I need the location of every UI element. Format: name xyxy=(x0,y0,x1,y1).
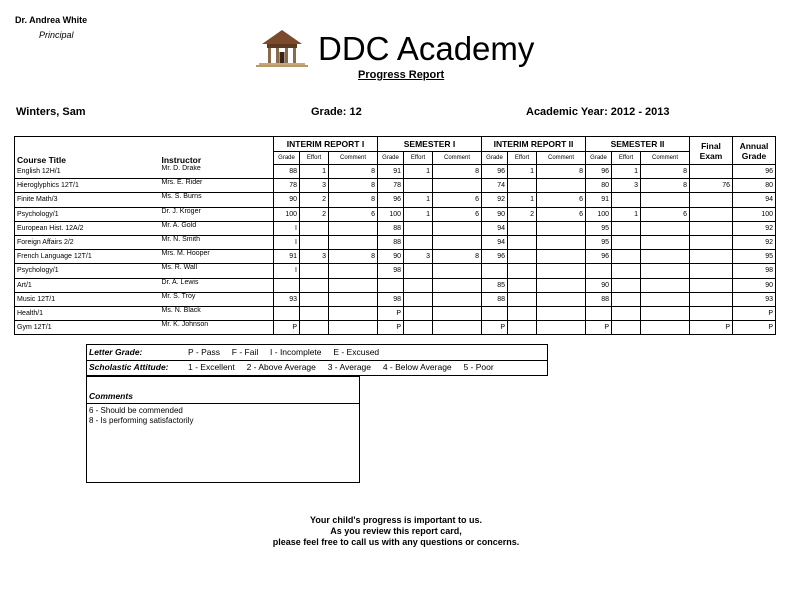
report-title: Progress Report xyxy=(358,69,445,81)
grade-cell: 8 xyxy=(329,165,378,179)
sub-header-grade: Grade xyxy=(274,152,300,165)
grade-cell: 85 xyxy=(482,278,508,292)
grade-cell: 90 xyxy=(733,278,776,292)
grade-cell xyxy=(329,235,378,249)
grade-cell xyxy=(404,292,433,306)
principal-name: Dr. Andrea White xyxy=(15,15,88,25)
grade-cell: 88 xyxy=(586,292,612,306)
table-row xyxy=(15,321,776,335)
grade-cell xyxy=(508,235,537,249)
table-row xyxy=(15,250,776,264)
table-row xyxy=(15,193,776,207)
legend xyxy=(86,344,548,376)
grade-cell: 3 xyxy=(404,250,433,264)
sub-header-effort: Effort xyxy=(300,152,329,165)
grade-cell: I xyxy=(274,264,300,278)
grade-cell xyxy=(274,278,300,292)
grade-cell xyxy=(612,193,641,207)
grade-cell: 1 xyxy=(508,193,537,207)
grade-cell xyxy=(612,321,641,335)
grade-cell xyxy=(508,321,537,335)
course-title: French Language 12T/1 xyxy=(15,250,160,264)
grade-cell: 96 xyxy=(482,165,508,179)
grade-cell: 88 xyxy=(378,221,404,235)
course-title: Foreign Affairs 2/2 xyxy=(15,235,160,249)
footer-line: please feel free to call us with any questions or concerns. xyxy=(272,537,520,547)
grade-cell xyxy=(404,179,433,193)
grade-cell: 80 xyxy=(733,179,776,193)
grade-cell xyxy=(641,221,690,235)
principal-title: Principal xyxy=(39,30,74,40)
grade-cell: I xyxy=(274,221,300,235)
grade-cell xyxy=(537,278,586,292)
grade-cell: 1 xyxy=(404,207,433,221)
grade-cell: 6 xyxy=(641,207,690,221)
course-title: Music 12T/1 xyxy=(15,292,160,306)
grade-cell xyxy=(404,306,433,320)
annual-grade-header: Annual Grade xyxy=(733,137,776,165)
school-name: DDC Academy xyxy=(318,30,535,67)
academic-year: Academic Year: 2012 - 2013 xyxy=(526,106,670,118)
instructor: Mr. D. Drake xyxy=(160,165,274,179)
grade-cell xyxy=(329,264,378,278)
grade-cell: 94 xyxy=(482,221,508,235)
grade-cell: 96 xyxy=(482,250,508,264)
grade-cell: 8 xyxy=(433,165,482,179)
letter-grade-values: P - Pass F - Fail I - Incomplete E - Excused xyxy=(188,347,380,357)
instructor: Mr. S. Troy xyxy=(160,292,274,306)
grade-cell xyxy=(690,165,733,179)
grade-cell xyxy=(508,264,537,278)
grade-cell xyxy=(612,278,641,292)
grade-cell: 3 xyxy=(300,250,329,264)
grade-cell xyxy=(690,250,733,264)
grade-cell xyxy=(433,321,482,335)
grade-cell xyxy=(537,264,586,278)
grade-cell xyxy=(329,292,378,306)
student-grade: Grade: 12 xyxy=(311,106,362,118)
comments-title: Comments xyxy=(89,391,133,401)
table-row xyxy=(15,235,776,249)
grade-cell: P xyxy=(733,306,776,320)
instructor-header: Instructor xyxy=(160,137,274,165)
instructor: Ms. N. Black xyxy=(160,306,274,320)
table-row xyxy=(15,165,776,179)
grade-cell: 95 xyxy=(586,221,612,235)
sub-header-comment: Comment xyxy=(641,152,690,165)
grade-cell: 78 xyxy=(378,179,404,193)
sub-header-comment: Comment xyxy=(537,152,586,165)
course-title: Art/1 xyxy=(15,278,160,292)
grade-cell xyxy=(641,235,690,249)
grade-cell xyxy=(690,221,733,235)
grade-cell xyxy=(537,321,586,335)
sub-header-comment: Comment xyxy=(433,152,482,165)
instructor: Dr. J. Kroger xyxy=(160,207,274,221)
semester-1-header: SEMESTER I xyxy=(378,137,482,152)
instructor: Ms. R. Wall xyxy=(160,264,274,278)
course-title: Finite Math/3 xyxy=(15,193,160,207)
sub-header-effort: Effort xyxy=(508,152,537,165)
grade-cell xyxy=(482,264,508,278)
grade-cell: P xyxy=(378,321,404,335)
school-building-icon xyxy=(256,27,308,69)
sub-header-grade: Grade xyxy=(586,152,612,165)
grade-cell: 8 xyxy=(641,165,690,179)
grade-cell: 2 xyxy=(508,207,537,221)
grade-cell: 96 xyxy=(378,193,404,207)
table-row xyxy=(15,292,776,306)
instructor: Mr. A. Gold xyxy=(160,221,274,235)
grade-cell xyxy=(641,278,690,292)
grade-cell: P xyxy=(733,321,776,335)
grade-cell xyxy=(300,292,329,306)
grade-cell: 1 xyxy=(404,165,433,179)
grade-cell: 6 xyxy=(433,193,482,207)
grade-cell xyxy=(508,292,537,306)
grade-cell: 92 xyxy=(733,221,776,235)
final-exam-header: Final Exam xyxy=(690,137,733,165)
grade-cell xyxy=(612,306,641,320)
grade-cell: I xyxy=(274,235,300,249)
scholastic-attitude-values: 1 - Excellent 2 - Above Average 3 - Average 4 - Below Average 5 - Poor xyxy=(188,362,494,372)
grade-cell xyxy=(300,235,329,249)
grade-cell xyxy=(537,250,586,264)
table-row xyxy=(15,207,776,221)
grade-cell: 6 xyxy=(329,207,378,221)
grade-cell xyxy=(274,306,300,320)
grade-cell: 96 xyxy=(733,165,776,179)
grade-cell xyxy=(537,292,586,306)
grade-cell xyxy=(690,278,733,292)
grade-cell xyxy=(537,306,586,320)
grade-cell xyxy=(329,278,378,292)
course-title: Psychology/1 xyxy=(15,264,160,278)
grade-cell: 95 xyxy=(586,235,612,249)
course-title: Hieroglyphics 12T/1 xyxy=(15,179,160,193)
grade-cell: 92 xyxy=(482,193,508,207)
grade-cell: 8 xyxy=(433,250,482,264)
grade-cell xyxy=(690,235,733,249)
grade-cell xyxy=(641,250,690,264)
instructor: Ms. S. Burns xyxy=(160,193,274,207)
grade-cell: 100 xyxy=(274,207,300,221)
grade-cell xyxy=(329,321,378,335)
grade-cell xyxy=(404,321,433,335)
grade-cell: 76 xyxy=(690,179,733,193)
grades-table xyxy=(14,136,776,335)
grade-cell xyxy=(404,221,433,235)
instructor: Mrs. M. Hooper xyxy=(160,250,274,264)
course-title: Health/1 xyxy=(15,306,160,320)
student-name: Winters, Sam xyxy=(16,106,86,118)
grade-cell xyxy=(300,278,329,292)
grade-cell: 8 xyxy=(329,179,378,193)
grade-cell xyxy=(482,306,508,320)
grade-cell xyxy=(586,306,612,320)
grade-cell xyxy=(537,179,586,193)
grade-cell: P xyxy=(482,321,508,335)
grade-cell: 1 xyxy=(612,207,641,221)
grade-cell xyxy=(433,235,482,249)
comment-line: 6 - Should be commended xyxy=(89,406,183,415)
course-title: Psychology/1 xyxy=(15,207,160,221)
course-title: European Hist. 12A/2 xyxy=(15,221,160,235)
grade-cell xyxy=(641,193,690,207)
grade-cell xyxy=(641,264,690,278)
grade-cell: P xyxy=(586,321,612,335)
grade-cell xyxy=(537,221,586,235)
grade-cell: 91 xyxy=(274,250,300,264)
table-row xyxy=(15,306,776,320)
grade-cell xyxy=(300,321,329,335)
course-title: English 12H/1 xyxy=(15,165,160,179)
grade-cell: 1 xyxy=(404,193,433,207)
grade-cell: 91 xyxy=(586,193,612,207)
grade-cell: 1 xyxy=(612,165,641,179)
grade-cell: 100 xyxy=(586,207,612,221)
sub-header-comment: Comment xyxy=(329,152,378,165)
grade-cell: 98 xyxy=(378,264,404,278)
grade-cell xyxy=(612,250,641,264)
grade-cell xyxy=(300,264,329,278)
grade-cell: 94 xyxy=(733,193,776,207)
grade-cell xyxy=(433,221,482,235)
grade-cell xyxy=(508,221,537,235)
grade-cell: 90 xyxy=(378,250,404,264)
grade-cell xyxy=(690,292,733,306)
grade-cell xyxy=(612,221,641,235)
instructor: Mrs. E. Rider xyxy=(160,179,274,193)
footer-message xyxy=(0,515,792,548)
grade-cell: 1 xyxy=(508,165,537,179)
grade-cell xyxy=(690,207,733,221)
grade-cell: 3 xyxy=(300,179,329,193)
grade-cell: 74 xyxy=(482,179,508,193)
grade-cell xyxy=(612,235,641,249)
grade-cell: 6 xyxy=(537,193,586,207)
grade-cell xyxy=(433,264,482,278)
sub-header-grade: Grade xyxy=(482,152,508,165)
grade-cell: 2 xyxy=(300,207,329,221)
comment-line: 8 - Is performing satisfactorily xyxy=(89,416,194,425)
grade-cell: 88 xyxy=(378,235,404,249)
letter-grade-label: Letter Grade: xyxy=(89,347,143,357)
grade-cell xyxy=(329,221,378,235)
table-row xyxy=(15,179,776,193)
grade-cell: 90 xyxy=(586,278,612,292)
grade-cell: 90 xyxy=(274,193,300,207)
grade-cell xyxy=(300,221,329,235)
grade-cell: 2 xyxy=(300,193,329,207)
instructor: Mr. N. Smith xyxy=(160,235,274,249)
grade-cell: 92 xyxy=(733,235,776,249)
footer-line: As you review this report card, xyxy=(330,526,462,536)
grade-cell xyxy=(690,264,733,278)
grade-cell: 3 xyxy=(612,179,641,193)
table-row xyxy=(15,221,776,235)
grade-cell xyxy=(433,306,482,320)
grade-cell: 88 xyxy=(274,165,300,179)
grade-cell: 100 xyxy=(378,207,404,221)
course-title: Gym 12T/1 xyxy=(15,321,160,335)
grade-cell: 94 xyxy=(482,235,508,249)
grade-cell xyxy=(641,321,690,335)
grade-cell xyxy=(537,235,586,249)
table-row xyxy=(15,278,776,292)
grade-cell: 6 xyxy=(433,207,482,221)
instructor: Mr. K. Johnson xyxy=(160,321,274,335)
sub-header-effort: Effort xyxy=(612,152,641,165)
grade-cell: P xyxy=(378,306,404,320)
sub-header-effort: Effort xyxy=(404,152,433,165)
grade-cell xyxy=(641,306,690,320)
grade-cell xyxy=(508,278,537,292)
grade-cell xyxy=(508,179,537,193)
grade-cell: 8 xyxy=(537,165,586,179)
grade-cell: 6 xyxy=(537,207,586,221)
grade-cell xyxy=(508,306,537,320)
grade-cell xyxy=(404,278,433,292)
grade-cell xyxy=(612,292,641,306)
grade-cell: 90 xyxy=(482,207,508,221)
grade-cell: 8 xyxy=(641,179,690,193)
grade-cell: 8 xyxy=(329,250,378,264)
grade-cell xyxy=(690,306,733,320)
grade-cell xyxy=(586,264,612,278)
grade-cell: 95 xyxy=(733,250,776,264)
grade-cell: P xyxy=(274,321,300,335)
interim-report-1-header: INTERIM REPORT I xyxy=(274,137,378,152)
grade-cell: 98 xyxy=(378,292,404,306)
grade-cell xyxy=(433,179,482,193)
grade-cell: 96 xyxy=(586,250,612,264)
footer-line: Your child's progress is important to us. xyxy=(310,515,482,525)
table-row xyxy=(15,264,776,278)
comments-box xyxy=(86,376,360,483)
grade-cell xyxy=(641,292,690,306)
grade-cell xyxy=(612,264,641,278)
course-title-header: Course Title xyxy=(15,137,160,165)
grade-cell: 80 xyxy=(586,179,612,193)
grade-cell xyxy=(690,193,733,207)
semester-2-header: SEMESTER II xyxy=(586,137,690,152)
grade-cell: 98 xyxy=(733,264,776,278)
grade-cell: 100 xyxy=(733,207,776,221)
interim-report-2-header: INTERIM REPORT II xyxy=(482,137,586,152)
grade-cell xyxy=(329,306,378,320)
grade-cell: 93 xyxy=(733,292,776,306)
grade-cell xyxy=(378,278,404,292)
grade-cell xyxy=(300,306,329,320)
grade-cell: P xyxy=(690,321,733,335)
instructor: Dr. A. Lewis xyxy=(160,278,274,292)
grade-cell: 91 xyxy=(378,165,404,179)
grade-cell xyxy=(508,250,537,264)
grade-cell: 96 xyxy=(586,165,612,179)
grade-cell xyxy=(433,278,482,292)
scholastic-attitude-label: Scholastic Attitude: xyxy=(89,362,169,372)
grade-cell xyxy=(404,235,433,249)
grade-cell: 93 xyxy=(274,292,300,306)
grade-cell: 78 xyxy=(274,179,300,193)
grade-cell xyxy=(404,264,433,278)
grade-cell: 1 xyxy=(300,165,329,179)
sub-header-grade: Grade xyxy=(378,152,404,165)
grade-cell: 8 xyxy=(329,193,378,207)
grade-cell: 88 xyxy=(482,292,508,306)
grade-cell xyxy=(433,292,482,306)
